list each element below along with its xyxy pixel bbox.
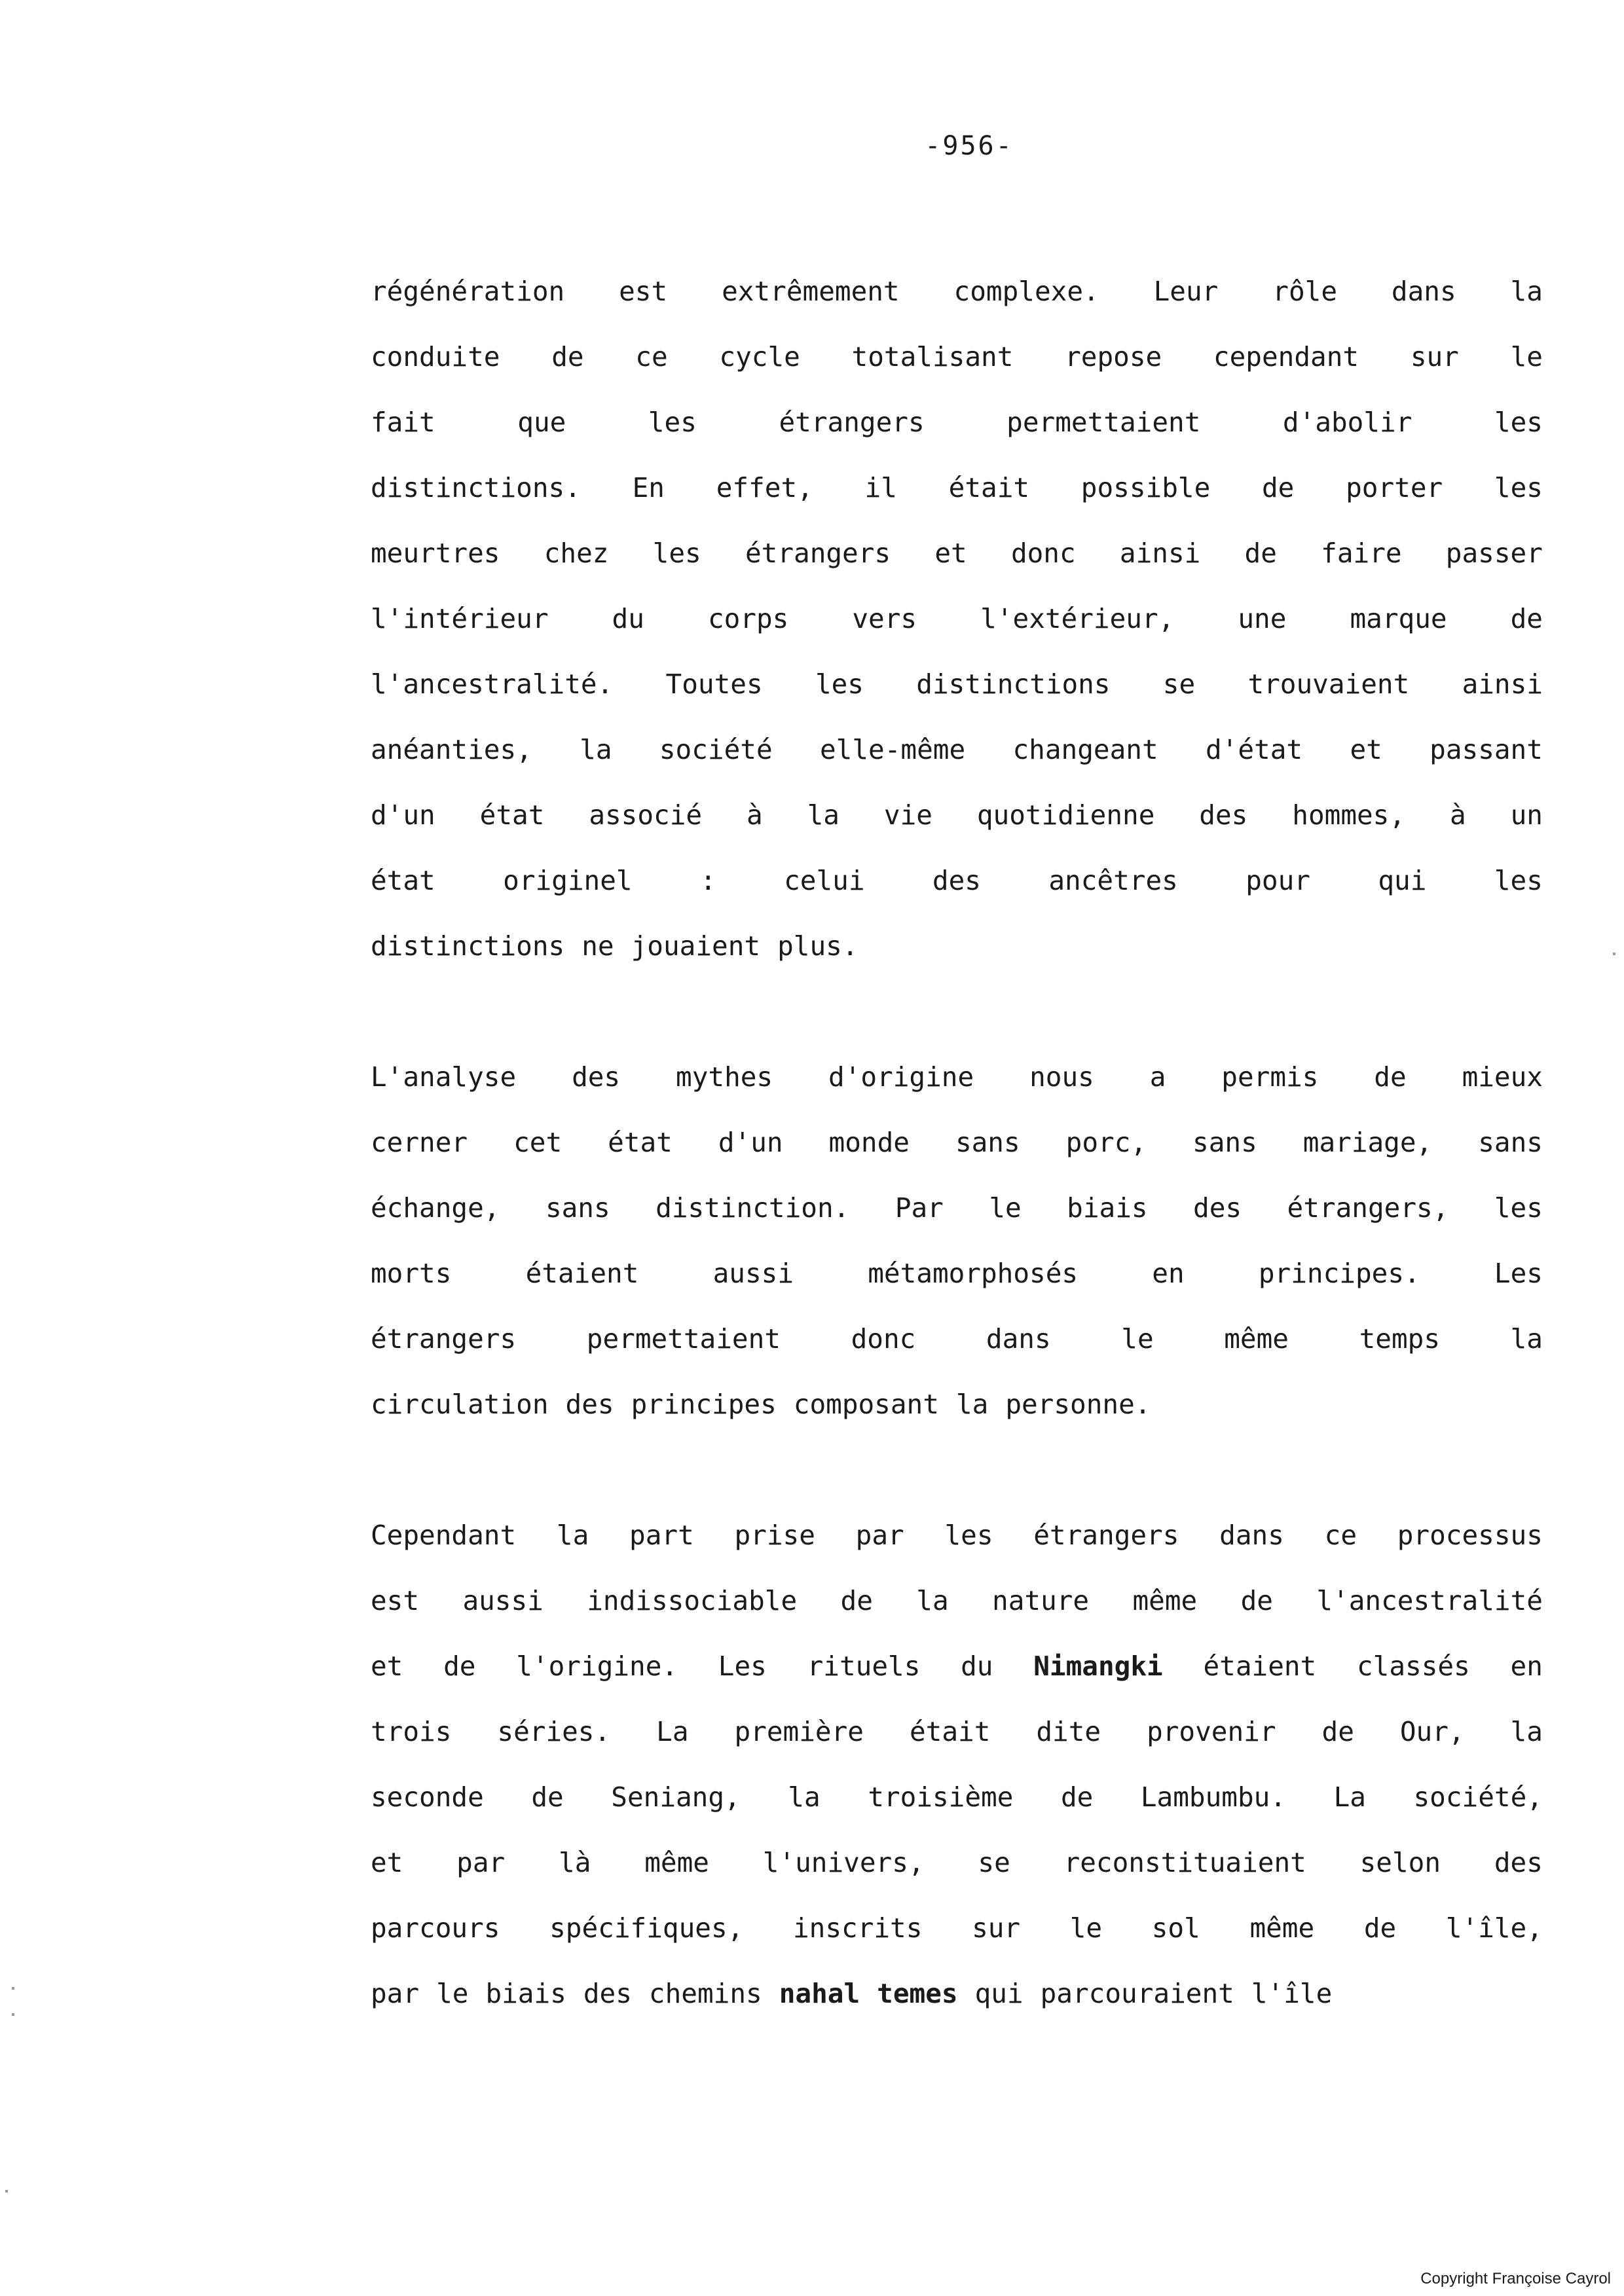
text-line [371,651,1543,717]
word: sans [1478,1127,1543,1158]
word: sans [545,1192,610,1224]
text-line [371,1175,1543,1241]
word: sol [1151,1912,1200,1944]
word: dans [1391,276,1456,307]
word: vers [852,603,917,634]
word: jouaient [631,930,761,962]
word: ne [581,930,614,962]
word: société [659,734,773,765]
emphasized-term: nahal [779,1978,860,2009]
word: sans [1192,1127,1257,1158]
word: le [1121,1323,1154,1355]
word: totalisant [851,341,1014,373]
scan-speck [12,1987,14,1990]
word: sans [955,1127,1020,1158]
word: et [934,538,967,569]
text-line [371,848,1543,913]
page-number: -956- [925,131,1014,161]
word: ce [1324,1520,1357,1551]
text-line [371,1699,1543,1764]
word: l'univers, [762,1847,925,1878]
word: corps [707,603,789,634]
word: l'île [1251,1978,1333,2009]
word: de [1363,1912,1397,1944]
text-line [371,913,1543,979]
word: La [1333,1781,1366,1813]
word: mythes [676,1061,773,1093]
word: société, [1413,1781,1543,1813]
word: l'île, [1445,1912,1543,1944]
word: anéanties, [371,734,532,765]
word: chez [544,538,609,569]
word: effet, [716,472,813,503]
word: temps [1359,1323,1440,1355]
word: métamorphosés [868,1258,1079,1289]
word: biais [1067,1192,1148,1224]
emphasized-term: temes [877,1978,958,2009]
word: étrangers [1033,1520,1179,1551]
word: reconstituaient [1063,1847,1306,1878]
word: des [1199,799,1248,831]
word: est [619,276,668,307]
text-line [371,1241,1543,1306]
word: repose [1065,341,1162,373]
word: par [371,1978,420,2009]
text-line [371,782,1543,848]
word: première [734,1716,864,1747]
word: étrangers [371,1323,517,1355]
paragraph [371,259,1543,979]
word: l'intérieur [371,603,549,634]
word: processus [1397,1520,1543,1551]
word: de [840,1585,873,1616]
word: les [1494,865,1543,896]
word: est [371,1585,420,1616]
word: conduite [371,341,500,373]
word: porter [1346,472,1443,503]
word: cependant [1213,341,1359,373]
word: que [517,407,566,438]
word: Lambumbu. [1140,1781,1287,1813]
word: trois [371,1716,452,1747]
word: nous [1029,1061,1094,1093]
word: Par [895,1192,944,1224]
word: le [1069,1912,1103,1944]
word: à [747,799,763,831]
word: une [1238,603,1287,634]
word: état [608,1127,673,1158]
text-line [371,259,1543,324]
word: pour [1246,865,1310,896]
word: de [1244,538,1277,569]
word: régénération [371,276,565,307]
word: la [580,734,612,765]
word: était [948,472,1030,503]
word: principes. [1258,1258,1420,1289]
word: du [961,1650,993,1682]
word: aussi [462,1585,544,1616]
word: séries. [497,1716,611,1747]
word: dite [1036,1716,1101,1747]
text-line [371,1830,1543,1895]
text-line [371,1764,1543,1830]
word: distinctions [371,930,565,962]
word: la [1510,1716,1543,1747]
word: trouvaient [1247,668,1410,700]
word: les [1494,407,1543,438]
word: biais [485,1978,566,2009]
word: plus. [777,930,858,962]
word: étrangers [779,407,925,438]
word: a [1149,1061,1166,1093]
word: de [531,1781,564,1813]
word: même [1249,1912,1315,1944]
word: état [371,865,435,896]
text-line [371,390,1543,455]
word: l'ancestralité. [371,668,614,700]
word: vie [883,799,932,831]
word: permettaient [1006,407,1201,438]
word: il [864,472,897,503]
word: le [1510,341,1543,373]
word: de [1510,603,1543,634]
word: celui [784,865,865,896]
word: distinction. [655,1192,850,1224]
word: d'état [1206,734,1303,765]
word: classés [1356,1650,1470,1682]
word: la [955,1389,989,1420]
word: sur [1410,341,1459,373]
word: la [916,1585,949,1616]
word: les [944,1520,993,1551]
word: inscrits [792,1912,923,1944]
word: permis [1221,1061,1319,1093]
word: la [788,1781,821,1813]
text-line [371,1044,1543,1110]
word: parcouraient [1040,1978,1234,2009]
word: mariage, [1302,1127,1433,1158]
word: En [632,472,665,503]
word: cet [513,1127,563,1158]
word: la [807,799,840,831]
word: étrangers, [1287,1192,1449,1224]
word: qui [1378,865,1427,896]
word: permettaient [586,1323,781,1355]
word: la [1510,276,1543,307]
word: ancêtres [1048,865,1178,896]
word: dans [1219,1520,1284,1551]
word: originel [503,865,633,896]
word: Cependant [371,1520,517,1551]
text-line [371,324,1543,390]
word: des [572,1061,621,1093]
word: indissociable [587,1585,798,1616]
scan-speck [1613,953,1615,955]
word: donc [1010,538,1076,569]
word: hommes, [1292,799,1406,831]
word: troisième [868,1781,1014,1813]
word: morts [371,1258,452,1289]
word: distinctions. [371,472,581,503]
word: de [1321,1716,1354,1747]
word: d'un [371,799,435,831]
word: Les [1494,1258,1543,1289]
text-line [371,1110,1543,1175]
word: Seniang, [611,1781,741,1813]
word: même [644,1847,709,1878]
body-text [371,259,1543,2092]
word: rôle [1272,276,1338,307]
word: fait [371,407,435,438]
word: état [479,799,545,831]
word: La [656,1716,689,1747]
word: : [700,865,716,896]
word: de [443,1650,476,1682]
text-line [371,1503,1543,1568]
paragraph [371,1044,1543,1437]
word: étaient [525,1258,639,1289]
text-line [371,1306,1543,1372]
text-line [371,520,1543,586]
word: associé [589,799,703,831]
word: des [1494,1847,1543,1878]
paragraph [371,1503,1543,2026]
word: passant [1430,734,1543,765]
word: porc, [1065,1127,1147,1158]
word: prise [734,1520,815,1551]
copyright-notice: Copyright Françoise Cayrol [1420,2270,1611,2287]
scan-speck [12,2013,14,2016]
word: donc [851,1323,916,1355]
word: d'origine [828,1061,974,1093]
text-line [371,586,1543,651]
word: circulation [371,1389,549,1420]
word: seconde [371,1781,484,1813]
word: passer [1445,538,1543,569]
word: aussi [712,1258,794,1289]
word: les [815,668,864,700]
word: du [612,603,644,634]
text-line [371,1568,1543,1633]
word: marque [1350,603,1447,634]
word: quotidienne [976,799,1155,831]
word: l'extérieur, [980,603,1175,634]
word: des [932,865,981,896]
word: même [1224,1323,1289,1355]
word: cerner [371,1127,468,1158]
word: se [1162,668,1196,700]
word: les [648,407,697,438]
word: la [556,1520,589,1551]
word: d'abolir [1282,407,1412,438]
word: ainsi [1462,668,1543,700]
word: composant [793,1389,939,1420]
word: les [652,538,701,569]
emphasized-term: Nimangki [1033,1650,1163,1682]
word: à [1449,799,1466,831]
word: mieux [1462,1061,1543,1093]
text-line [371,1961,1543,2026]
word: monde [828,1127,910,1158]
word: rituels [807,1650,921,1682]
word: des [583,1978,632,2009]
word: cycle [719,341,800,373]
word: sur [972,1912,1021,1944]
word: même [1132,1585,1198,1616]
word: le [436,1978,469,2009]
word: l'ancestralité [1316,1585,1543,1616]
text-line [371,1895,1543,1961]
word: par [855,1520,904,1551]
word: étaient [1203,1650,1317,1682]
word: se [978,1847,1010,1878]
word: d'un [718,1127,783,1158]
word: qui [974,1978,1024,2009]
word: étrangers [745,538,891,569]
word: part [629,1520,694,1551]
word: nature [992,1585,1090,1616]
word: ainsi [1119,538,1201,569]
word: parcours [371,1912,500,1944]
word: par [456,1847,506,1878]
word: selon [1359,1847,1441,1878]
scan-speck [5,2190,8,2193]
word: échange, [371,1192,500,1224]
word: des [1193,1192,1242,1224]
word: de [1060,1781,1094,1813]
word: dans [986,1323,1051,1355]
word: et [371,1847,403,1878]
word: L'analyse [371,1061,517,1093]
text-line [371,717,1543,782]
word: chemins [648,1978,762,2009]
word: Les [718,1650,767,1682]
word: l'origine. [516,1650,678,1682]
word: de [1374,1061,1407,1093]
word: des [565,1389,614,1420]
word: la [1510,1323,1543,1355]
word: en [1152,1258,1185,1289]
text-line [371,455,1543,520]
word: était [909,1716,991,1747]
word: les [1494,1192,1543,1224]
word: possible [1080,472,1211,503]
word: de [1240,1585,1273,1616]
word: elle-même [820,734,966,765]
word: spécifiques, [549,1912,744,1944]
word: personne. [1005,1389,1151,1420]
word: de [1261,472,1295,503]
word: faire [1321,538,1402,569]
word: les [1494,472,1543,503]
text-line [371,1372,1543,1437]
word: distinctions [916,668,1111,700]
word: Toutes [665,668,763,700]
word: provenir [1147,1716,1276,1747]
word: extrêmement [722,276,900,307]
word: ce [635,341,668,373]
word: Our, [1399,1716,1465,1747]
word: changeant [1012,734,1158,765]
word: meurtres [371,538,500,569]
text-line [371,1633,1543,1699]
word: Leur [1153,276,1219,307]
word: en [1510,1650,1543,1682]
word: principes [631,1389,777,1420]
word: le [989,1192,1022,1224]
word: de [551,341,584,373]
word: complexe. [953,276,1099,307]
word: et [371,1650,403,1682]
word: un [1510,799,1543,831]
word: et [1350,734,1382,765]
word: là [559,1847,591,1878]
